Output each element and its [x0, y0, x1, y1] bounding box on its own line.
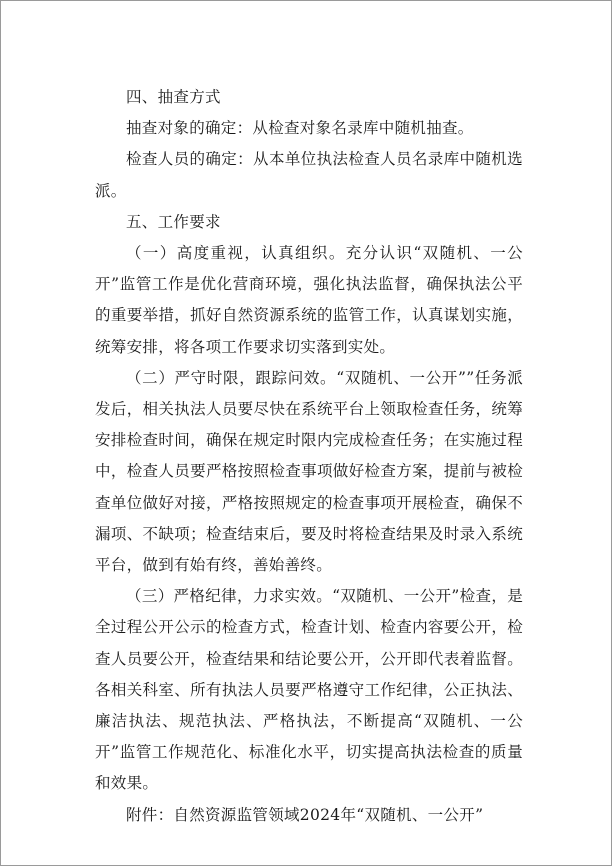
paragraph-attachment: 附件：自然资源监管领域2024年“双随机、一公开” — [126, 805, 484, 824]
paragraph-requirement-3: （三）严格纪律，力求实效。“双随机、一公开”检查，是全过程公开公示的检查方式，检查计划、检查内容要公开，检查人员要公开，检查结果和结论要公开，公开即代表着监督。各相关科室、所有执法人员要严格遵守工作纪律，公正执法、廉洁执法、规范执法、严格执法，不断提高“双随机、一公开”监管工作规范化、标准化水平，切实提高执法检查的质量和效果。 — [95, 587, 523, 793]
paragraph-requirement-1: （一）高度重视，认真组织。充分认识“双随机、一公开”监管工作是优化营商环境，强化执法监督，确保执法公平的重要举措，抓好自然资源系统的监管工作，认真谋划实施，统筹安排，将各项工作要求切实落到实处。 — [95, 244, 523, 356]
document-body — [95, 82, 523, 831]
paragraph-inspector-selection: 检查人员的确定：从本单位执法检查人员名录库中随机选派。 — [95, 150, 523, 200]
paragraph-requirement-2: （二）严守时限，跟踪问效。“双随机、一公开””任务派发后，相关执法人员要尽快在系统平台上领取检查任务，统筹安排检查时间，确保在规定时限内完成检查任务；在实施过程中，检查人员要严格按照检查事项做好检查方案，提前与被检查单位做好对接，严格按照规定的检查事项开展检查，确保不漏项、不缺项；检查结束后，要及时将检查结果及时录入系统平台，做到有始有终，善始善终。 — [95, 368, 523, 575]
section-heading-work-requirements: 五、工作要求 — [126, 212, 221, 231]
paragraph-sampling-targets: 抽查对象的确定：从检查对象名录库中随机抽查。 — [126, 119, 474, 138]
section-heading-sampling-method: 四、抽查方式 — [126, 88, 221, 106]
